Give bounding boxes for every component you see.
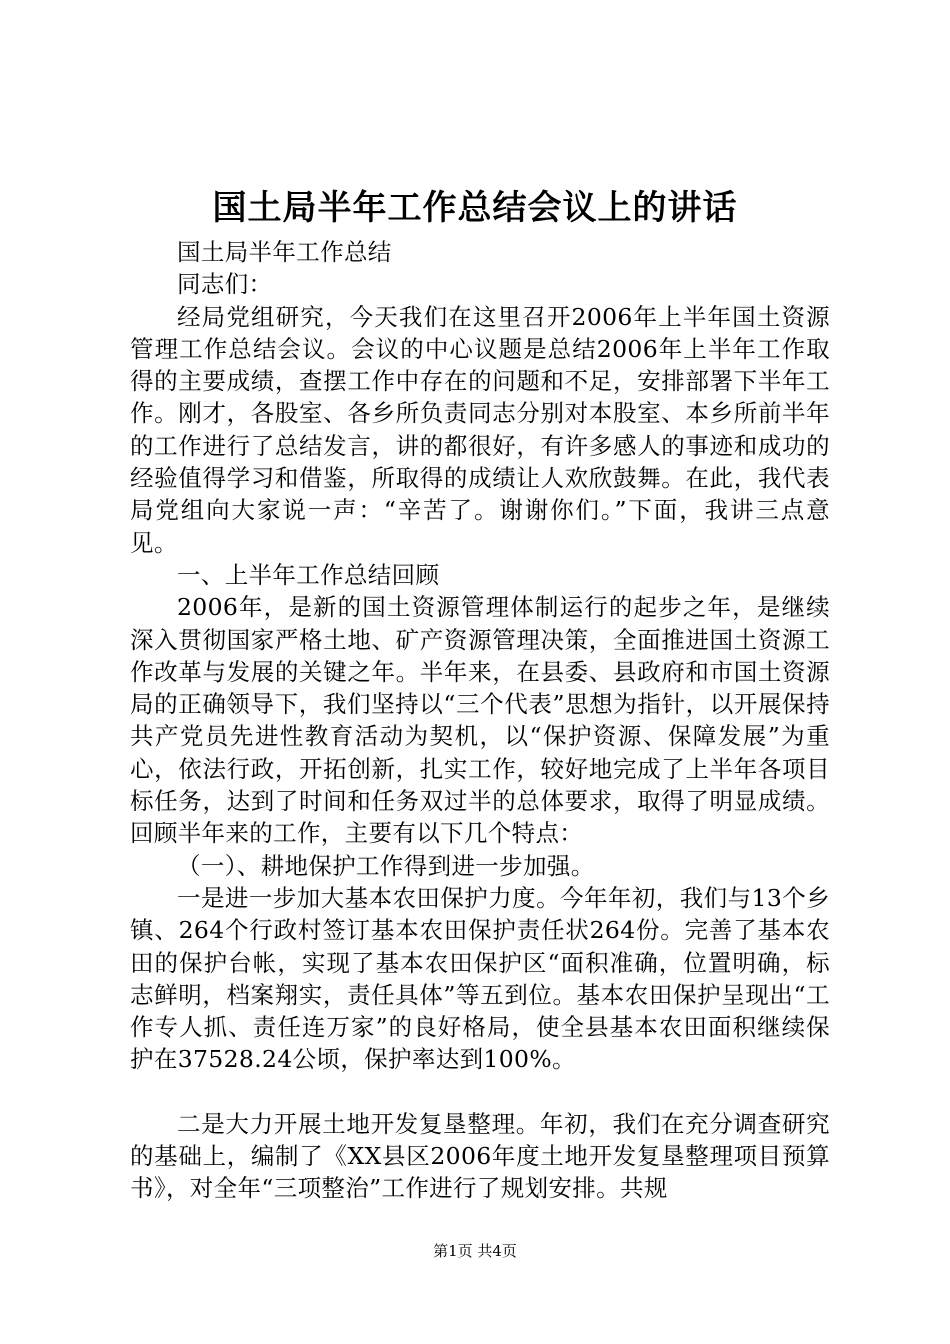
paragraph-subtitle: 国土局半年工作总结 bbox=[177, 238, 392, 266]
document-title: 国土局半年工作总结会议上的讲话 bbox=[212, 188, 738, 228]
paragraph-opening: 经局党组研究，今天我们在这里召开2006年上半年国土资源管理工作总结会议。会议的中心议题是总结2006年上半年工作取得的主要成绩，查摆工作中存在的问题和不足，安排部署下半年工作。刚才，各股室、各乡所负责同志分别对本股室、本乡所前半年的工作进行了总结发言，讲的都很好，有许多感人的事迹和成功的经验值得学习和借鉴，所取得的成绩让人欢欣鼓舞。在此，我代表局党组向大家说一声：“辛苦了。谢谢你们。”下面，我讲三点意见。 bbox=[130, 302, 830, 557]
paragraph-farmland-protection: 一是进一步加大基本农田保护力度。今年年初，我们与13个乡镇、264个行政村签订基本农田保护责任状264份。完善了基本农田的保护台帐，实现了基本农田保护区“面积准确，位置明确，标志鲜明，档案翔实，责任具体”等五到位。基本农田保护呈现出“工作专人抓、责任连万家”的良好格局，使全县基本农田面积继续保护在37528.24公顷，保护率达到100%。 bbox=[130, 883, 830, 1074]
paragraph-land-development: 二是大力开展土地开发复垦整理。年初，我们在充分调查研究的基础上，编制了《XX县区2006年度土地开发复垦整理项目预算书》，对全年“三项整治”工作进行了规划安排。共规 bbox=[130, 1109, 830, 1203]
subsection-heading-farmland: （一）、耕地保护工作得到进一步加强。 bbox=[177, 851, 595, 880]
page-number-footer: 第1页 共4页 bbox=[433, 1242, 517, 1260]
paragraph-review: 2006年，是新的国土资源管理体制运行的起步之年，是继续深入贯彻国家严格土地、矿产资源管理决策，全面推进国土资源工作改革与发展的关键之年。半年来，在县委、县政府和市国土资源局的正确领导下，我们坚持以“三个代表”思想为指针，以开展保持共产党员先进性教育活动为契机，以“保护资源、保障发展”为重心，依法行政，开拓创新，扎实工作，较好地完成了上半年各项目标任务，达到了时间和任务双过半的总体要求，取得了明显成绩。回顾半年来的工作，主要有以下几个特点： bbox=[130, 593, 830, 848]
paragraph-salutation: 同志们： bbox=[177, 270, 273, 299]
document-body bbox=[130, 236, 830, 1205]
section-heading-review: 一、上半年工作总结回顾 bbox=[177, 560, 440, 589]
